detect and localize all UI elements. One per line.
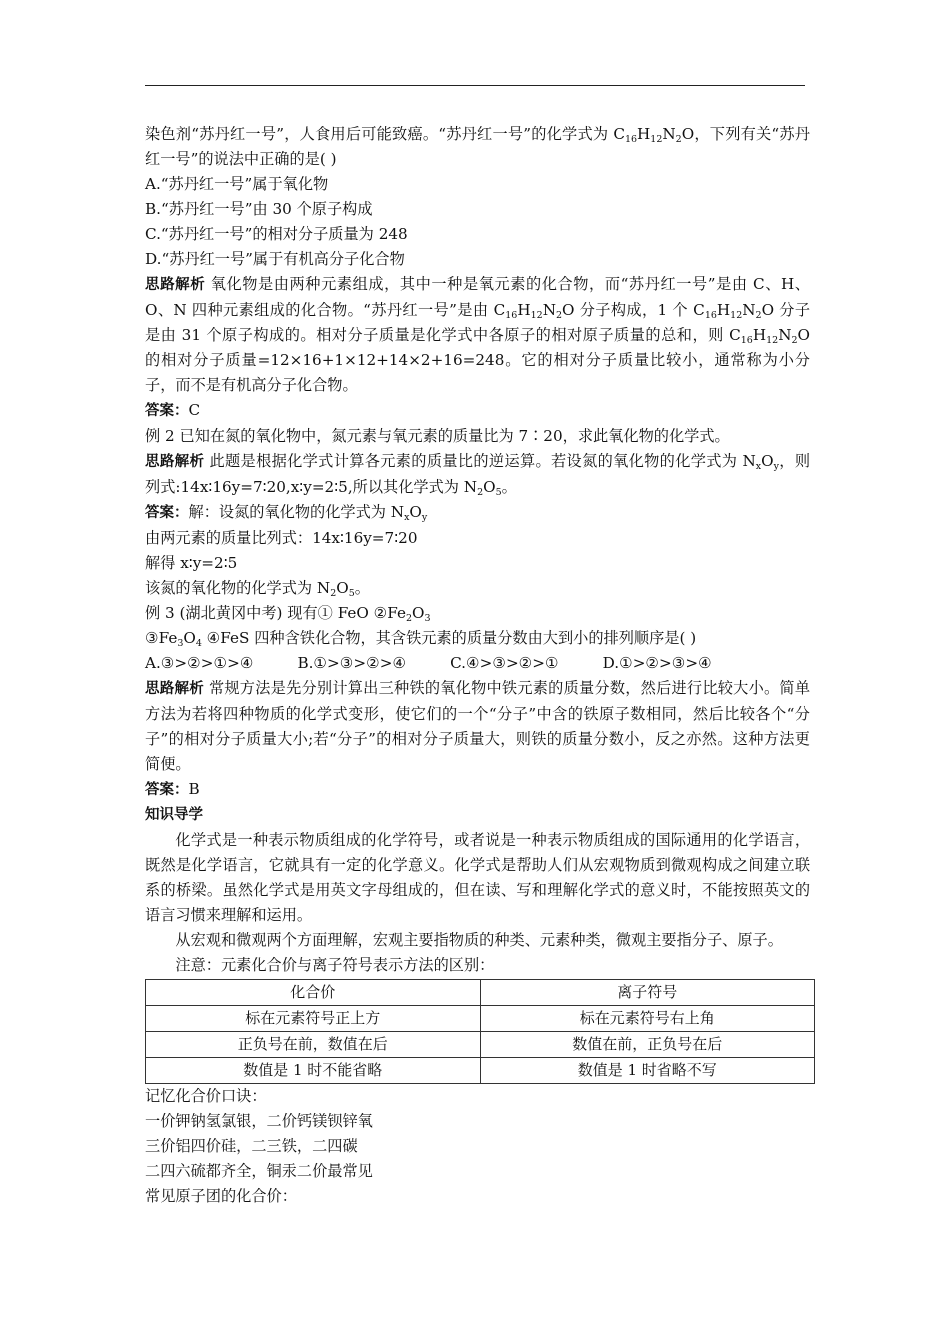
q1-option-b: B.“苏丹红一号”由 30 个原子构成 (145, 200, 373, 218)
q1-answer: 答案：C (145, 401, 201, 419)
mnemonic-title: 记忆化合价口诀： (145, 1087, 267, 1105)
q1-option-c: C.“苏丹红一号”的相对分子质量为 248 (145, 225, 408, 243)
mnemonic-line: 二四六硫都齐全，铜汞二价最常见 (145, 1162, 373, 1180)
q3-option-a: A.③>②>①>④ (145, 654, 254, 672)
table-cell: 数值是 1 时不能省略 (146, 1058, 481, 1084)
q1-analysis: 思路解析 氧化物是由两种元素组成，其中一种是氧元素的化合物，而“苏丹红一号”是由 C、H、O、N 四种元素组成的化合物。“苏丹红一号”是由 $C_{16}H_{12}N_2O$ 分子构成，1 个 $C_{16}H_{12}N_2O$ 分子是由 31 个原子构成的。相对分子质量是化学式中各原子的相对原子质量的总和，则 $C_{16}H_{12}N_2O$ 的相对分子质量=12×16+1×12+14×2+16=248。它的相对分子质量比较小，通常称为小分子，而不是有机高分子化合物。 (145, 275, 811, 394)
q3-option-c: C.④>③>②>① (450, 654, 559, 672)
table-cell: 正负号在前，数值在后 (146, 1032, 481, 1058)
q3-option-d: D.①>②>③>④ (602, 654, 712, 672)
guide-paragraph-1: 化学式是一种表示物质组成的化学符号，或者说是一种表示物质组成的国际通用的化学语言，既然是化学语言，它就具有一定的化学意义。化学式是帮助人们从宏观物质到微观构成之间建立联系的桥梁。虽然化学式是用英文字母组成的，但在读、写和理解化学式的意义时，不能按照英文的语言习惯来理解和运用。 (145, 831, 810, 924)
mnemonic-line: 一价钾钠氢氯银，二价钙镁钡锌氧 (145, 1112, 373, 1130)
q3-options (145, 651, 810, 676)
q3-answer: 答案：B (145, 780, 200, 798)
q2-solution: 解得 x∶y=2∶5 (145, 554, 238, 572)
table-header-cell: 离子符号 (480, 980, 815, 1006)
q1-stem: 染色剂“苏丹红一号”，人食用后可能致癌。“苏丹红一号”的化学式为 $C_{16}H_{12}N_2O$，下列有关“苏丹红一号”的说法中正确的是( ) (145, 125, 810, 168)
table-header-cell: 化合价 (146, 980, 481, 1006)
table-row (146, 1058, 815, 1084)
q2-analysis: 思路解析 此题是根据化学式计算各元素的质量比的逆运算。若设氮的氧化物的化学式为 $N_xO_y$，则列式:14x∶16y=7∶20,x∶y=2∶5,所以其化学式为 $N_2O_5$。 (145, 452, 810, 498)
table-cell: 标在元素符号正上方 (146, 1006, 481, 1032)
q3-stem-line1: 例 3 (湖北黄冈中考) 现有① FeO $②Fe_2O_3$ (145, 604, 431, 624)
q2-stem: 例 2 已知在氮的氧化物中，氮元素与氧元素的质量比为 7∶20，求此氧化物的化学式。 (145, 427, 730, 445)
q2-answer: 答案：解：设氮的氧化物的化学式为 $N_xO_y$ (145, 503, 428, 523)
q3-stem-line2: $③Fe_3O_4$ ④FeS 四种含铁化合物，其含铁元素的质量分数由大到小的排列顺序是( ) (145, 629, 697, 649)
table-cell: 标在元素符号右上角 (480, 1006, 815, 1032)
table-cell: 数值是 1 时省略不写 (480, 1058, 815, 1084)
guide-note: 注意：元素化合价与离子符号表示方法的区别： (175, 956, 495, 974)
radical-group-title: 常见原子团的化合价： (145, 1187, 297, 1205)
q1-option-a: A.“苏丹红一号”属于氧化物 (145, 175, 329, 193)
mnemonic-line: 三价铝四价硅，二三铁，二四碳 (145, 1137, 358, 1155)
guide-paragraph-2: 从宏观和微观两个方面理解，宏观主要指物质的种类、元素种类，微观主要指分子、原子。 (175, 931, 783, 949)
q3-option-b: B.①>③>②>④ (297, 654, 407, 672)
q2-equation: 由两元素的质量比列式：14x∶16y=7∶20 (145, 529, 418, 547)
header-rule (145, 85, 805, 86)
guide-heading: 知识导学 (145, 807, 203, 823)
q3-analysis: 思路解析 常规方法是先分别计算出三种铁的氧化物中铁元素的质量分数，然后进行比较大小。简单方法为若将四种物质的化学式变形，使它们的一个“分子”中含的铁原子数相同，然后比较各个“分子”的相对分子质量大小;若“分子”的相对分子质量大，则铁的质量分数小，反之亦然。这种方法更简便。 (145, 679, 811, 773)
table-cell: 数值在前，正负号在后 (480, 1032, 815, 1058)
table-row (146, 1032, 815, 1058)
q1-option-d: D.“苏丹红一号”属于有机高分子化合物 (145, 250, 405, 268)
q2-conclusion: 该氮的氧化物的化学式为 $N_2O_5$。 (145, 579, 370, 599)
table-row (146, 1006, 815, 1032)
page-content (145, 122, 810, 1209)
valence-ion-table (145, 979, 815, 1084)
table-header-row (146, 980, 815, 1006)
